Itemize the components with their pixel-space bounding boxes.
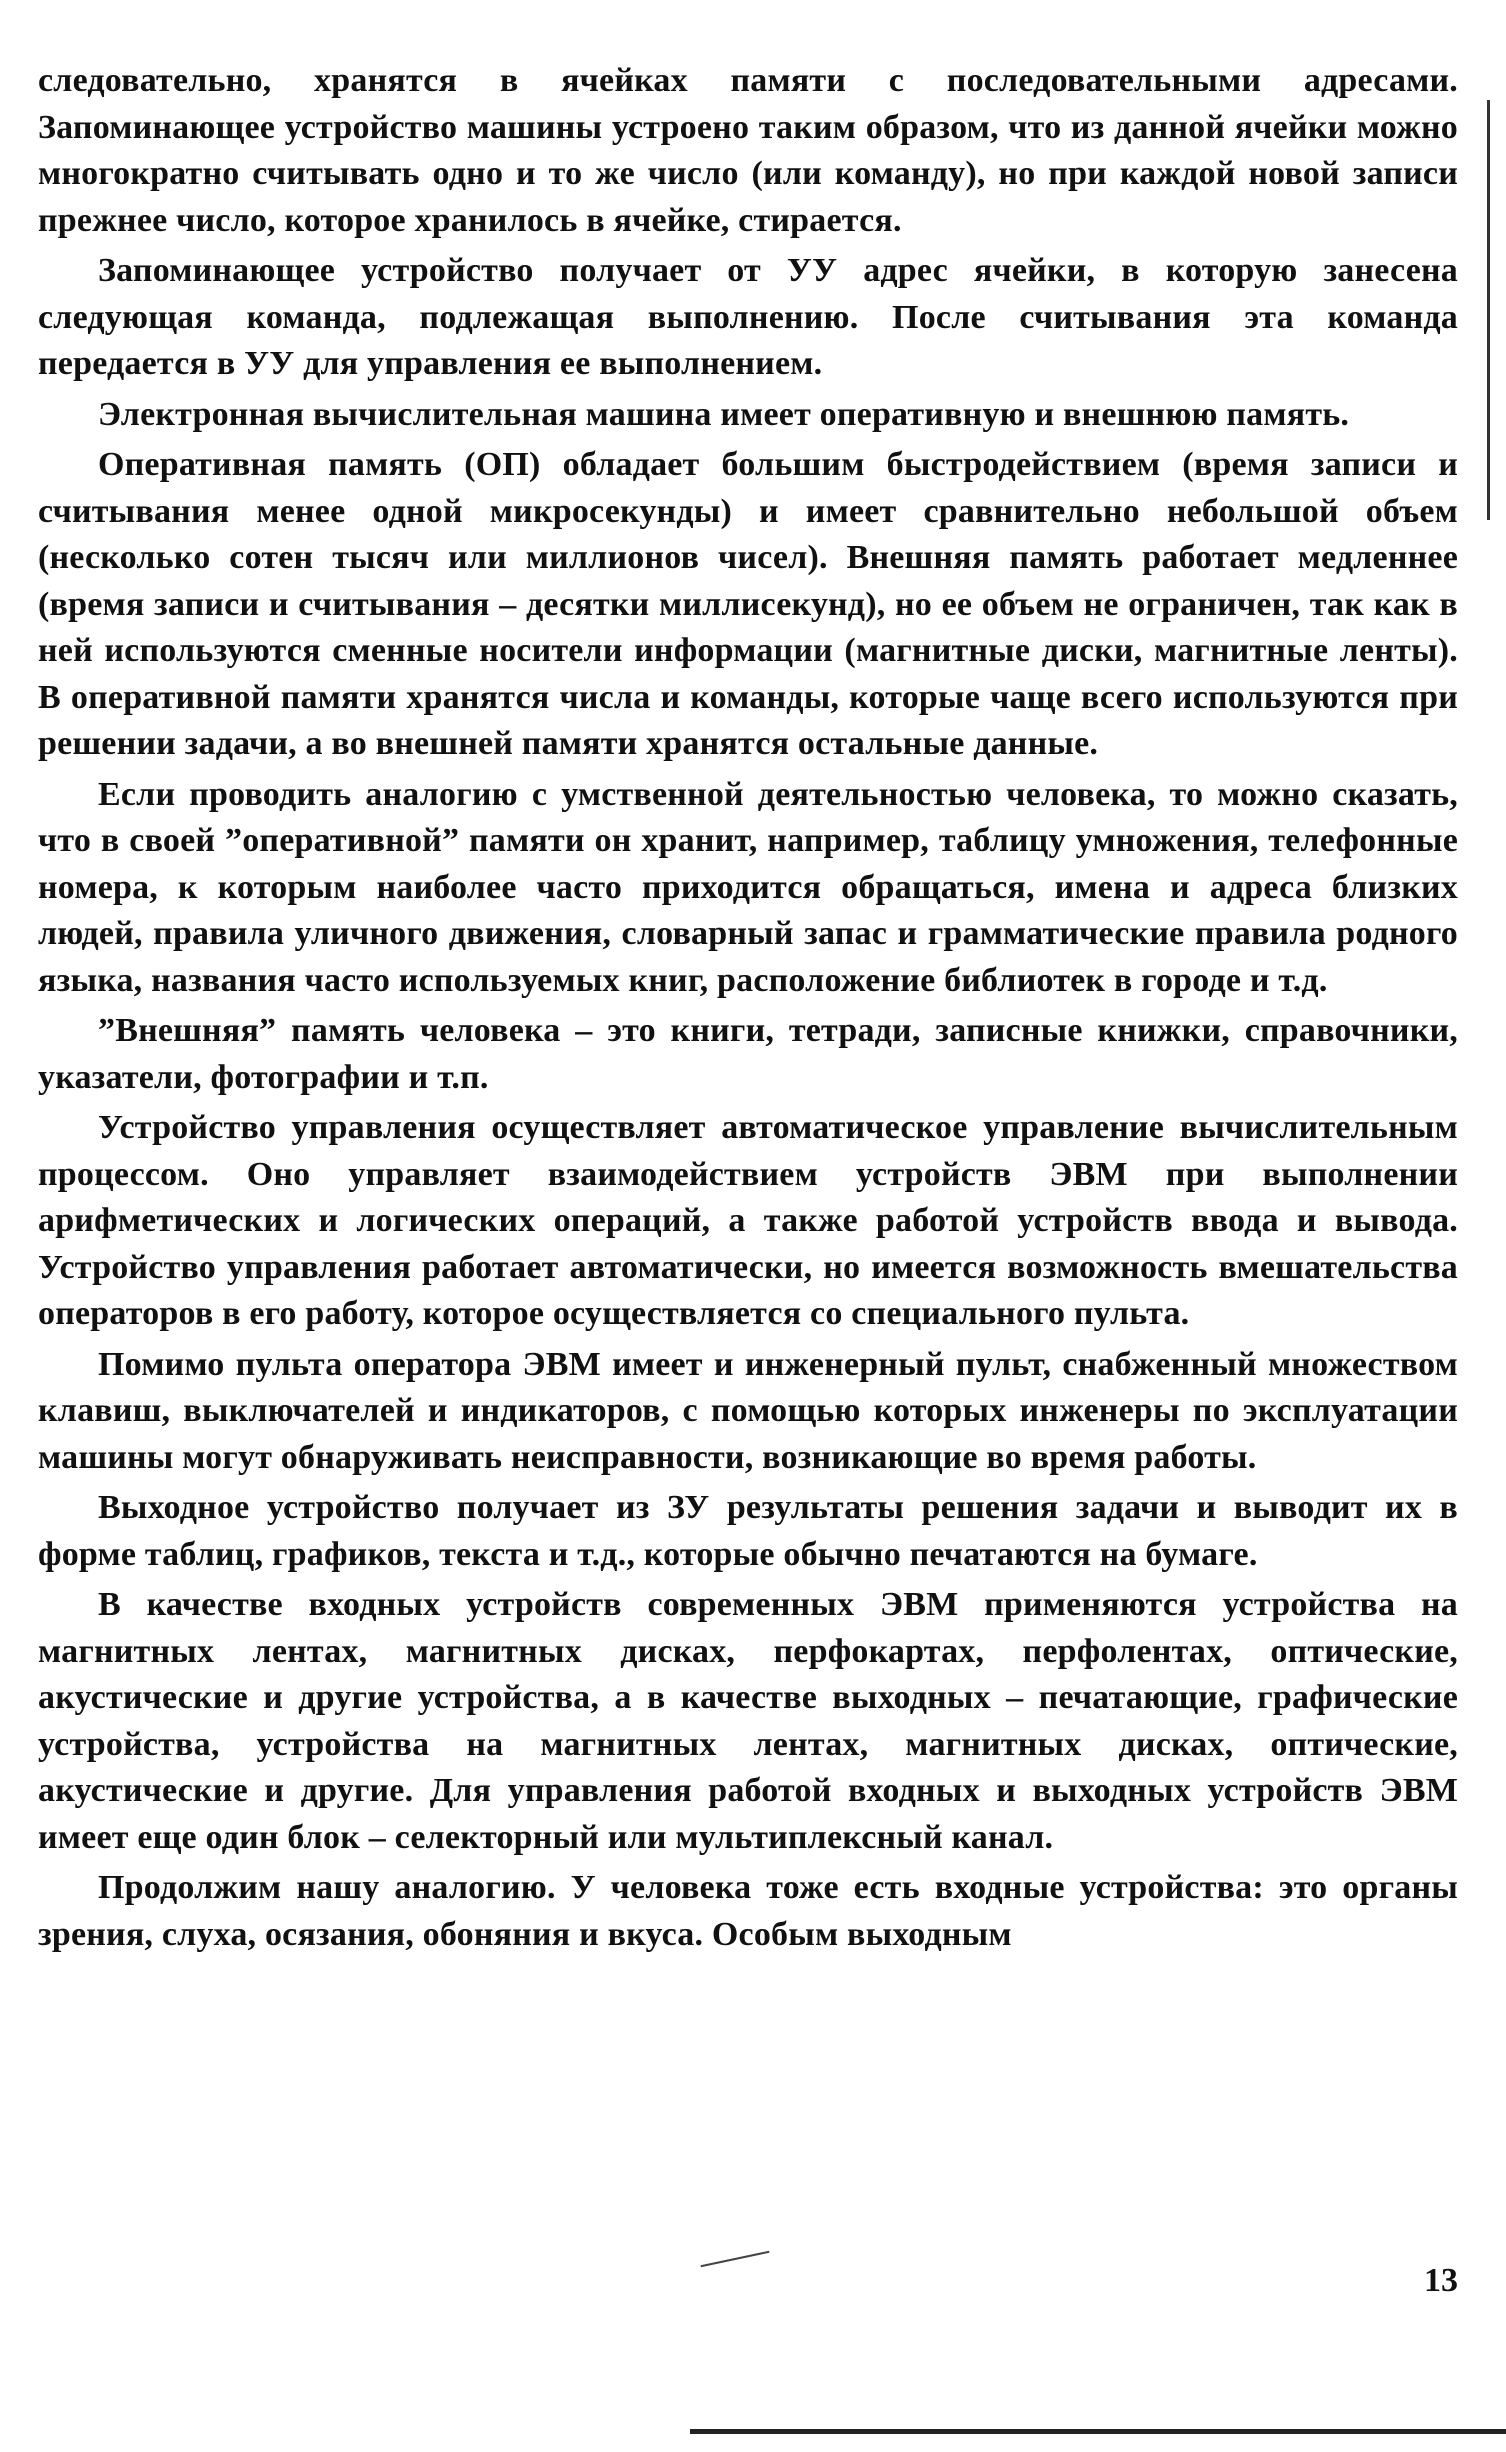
paragraph-6: ”Внешняя” память человека – это книги, тетради, записные книжки, справочники, указатели, фотографии и т.п. — [38, 1012, 1458, 1096]
paragraph-2: Запоминающее устройство получает от УУ адрес ячейки, в которую занесена следующая команда, подлежащая выполнению. После считывания эта команда передается в УУ для управления ее выполнением. — [38, 252, 1458, 382]
page-number: 13 — [1424, 2262, 1458, 2299]
page-body — [38, 58, 1458, 1958]
scan-bottom-edge — [690, 2429, 1506, 2434]
scan-edge-line — [1487, 100, 1490, 520]
paragraph-3: Электронная вычислительная машина имеет оперативную и внешнюю память. — [98, 395, 1350, 433]
paragraph-4: Оперативная память (ОП) обладает большим быстродействием (время записи и считывания менее одной микросекунды) и имеет сравнительно небольшой объем (несколько сотен тысяч или миллионов чисел). Внешняя память работает медленнее (время записи и считывания – десятки миллисекунд), но ее объем не ограничен, так как в ней используются сменные носители информации (магнитные диски, магнитные ленты). В оперативной памяти хранятся числа и команды, которые чаще всего используются при решении задачи, а во внешней памяти хранятся остальные данные. — [38, 446, 1458, 762]
paragraph-7: Устройство управления осуществляет автоматическое управление вычислительным процессом. Оно управляет взаимодействием устройств ЭВМ при выполнении арифметических и логических операций, а также работой устройств ввода и вывода. Устройство управления работает автоматически, но имеется возможность вмешательства операторов в его работу, которое осуществляется со специального пульта. — [38, 1109, 1458, 1332]
scan-mark — [701, 2251, 770, 2268]
paragraph-9: Выходное устройство получает из ЗУ результаты решения задачи и выводит их в форме таблиц, графиков, текста и т.д., которые обычно печатаются на бумаге. — [38, 1489, 1458, 1573]
paragraph-10: В качестве входных устройств современных ЭВМ применяются устройства на магнитных лентах, магнитных дисках, перфокартах, перфолентах, оптические, акустические и другие устройства, а в качестве выходных – печатающие, графические устройства, устройства на магнитных лентах, магнитных дисках, оптические, акустические и другие. Для управления работой входных и выходных устройств ЭВМ имеет еще один блок – селекторный или мультиплексный канал. — [38, 1586, 1458, 1856]
paragraph-8: Помимо пульта оператора ЭВМ имеет и инженерный пульт, снабженный множеством клавиш, выключателей и индикаторов, с помощью которых инженеры по эксплуатации машины могут обнаруживать неисправности, возникающие во время работы. — [38, 1345, 1458, 1476]
paragraph-11: Продолжим нашу аналогию. У человека тоже есть входные устройства: это органы зрения, слуха, осязания, обоняния и вкуса. Особым выходным — [38, 1869, 1458, 1953]
paragraph-5: Если проводить аналогию с умственной деятельностью человека, то можно сказать, что в своей ”оперативной” памяти он хранит, например, таблицу умножения, телефонные номера, к которым наиболее часто приходится обращаться, имена и адреса близких людей, правила уличного движения, словарный запас и грамматические правила родного языка, названия часто используемых книг, расположение библиотек в городе и т.д. — [38, 775, 1458, 999]
paragraph-1: следовательно, хранятся в ячейках памяти с последовательными адресами. Запоминающее устройство машины устроено таким образом, что из данной ячейки можно многократно считывать одно и то же число (или команду), но при каждой новой записи прежнее число, которое хранилось в ячейке, стирается. — [38, 62, 1458, 239]
